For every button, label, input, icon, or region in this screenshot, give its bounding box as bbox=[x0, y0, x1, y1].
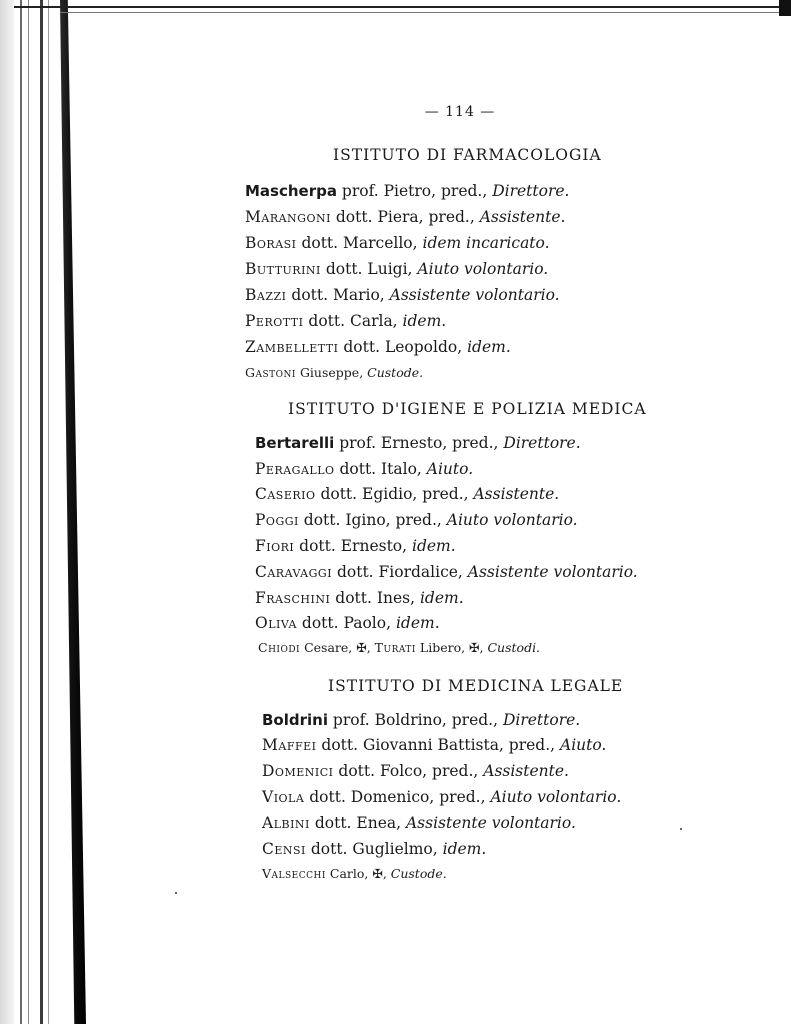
staff-entry bbox=[258, 640, 540, 655]
staff-details: dott. Leopoldo, bbox=[338, 338, 468, 356]
staff-details: dott. Egidio, pred., bbox=[315, 485, 474, 503]
staff-name: Fiori bbox=[255, 537, 295, 555]
staff-name: Butturini bbox=[245, 260, 321, 278]
staff-name: Viola bbox=[262, 788, 305, 806]
section-heading: ISTITUTO D'IGIENE E POLIZIA MEDICA bbox=[288, 400, 647, 418]
staff-entry bbox=[255, 511, 578, 529]
staff-name: Oliva bbox=[255, 614, 297, 632]
staff-name: Chiodi bbox=[258, 640, 301, 655]
staff-details: dott. Luigi, bbox=[320, 260, 418, 278]
staff-entry bbox=[255, 563, 638, 581]
page-corner bbox=[779, 0, 791, 16]
staff-entry bbox=[262, 736, 606, 754]
staff-role: Direttore. bbox=[503, 434, 581, 452]
staff-entry bbox=[245, 182, 569, 200]
staff-name: Peragallo bbox=[255, 460, 335, 478]
staff-name: Turati bbox=[374, 640, 416, 655]
staff-entry bbox=[262, 788, 621, 806]
staff-details: dott. Paolo, bbox=[297, 614, 396, 632]
scan-speck bbox=[175, 892, 177, 894]
staff-details: Carlo, ✠, bbox=[325, 866, 391, 881]
staff-role: idem. bbox=[467, 338, 511, 356]
staff-entry bbox=[255, 537, 456, 555]
staff-details: dott. Mario, bbox=[286, 286, 390, 304]
staff-role: Direttore. bbox=[492, 182, 570, 200]
staff-role: Aiuto. bbox=[426, 460, 474, 478]
staff-details: dott. Domenico, pred., bbox=[304, 788, 491, 806]
staff-name: Borasi bbox=[245, 234, 297, 252]
staff-entry bbox=[255, 589, 464, 607]
staff-name: Boldrini bbox=[262, 711, 328, 729]
staff-role: idem. bbox=[419, 589, 464, 607]
staff-details: Giuseppe, bbox=[295, 365, 368, 380]
staff-details: dott. Fiordalice, bbox=[332, 563, 468, 581]
staff-role: Custode. bbox=[390, 866, 447, 881]
staff-name: Valsecchi bbox=[262, 866, 326, 881]
staff-details: dott. Ines, bbox=[330, 589, 420, 607]
page-top-edge bbox=[14, 6, 791, 8]
staff-entry bbox=[245, 365, 423, 380]
staff-name: Bertarelli bbox=[255, 434, 335, 452]
staff-entry bbox=[245, 338, 511, 356]
page-number: — 114 — bbox=[424, 104, 496, 120]
staff-name: Domenici bbox=[262, 762, 334, 780]
staff-name: Albini bbox=[262, 814, 310, 832]
section-heading: ISTITUTO DI FARMACOLOGIA bbox=[333, 146, 602, 164]
staff-name: Caravaggi bbox=[255, 563, 333, 581]
staff-entry bbox=[255, 460, 473, 478]
staff-entry bbox=[262, 866, 447, 881]
staff-role: Assistente volontario. bbox=[389, 286, 560, 304]
staff-entry bbox=[262, 840, 486, 858]
staff-entry bbox=[255, 614, 440, 632]
staff-entry bbox=[245, 260, 548, 278]
staff-entry bbox=[245, 286, 560, 304]
section-heading: ISTITUTO DI MEDICINA LEGALE bbox=[328, 677, 624, 695]
staff-role: Aiuto volontario. bbox=[490, 788, 622, 806]
page-edge-line bbox=[20, 0, 22, 1024]
book-spine bbox=[60, 0, 86, 1024]
staff-details: prof. Boldrino, pred., bbox=[327, 711, 503, 729]
staff-name: Caserio bbox=[255, 485, 316, 503]
staff-name: Poggi bbox=[255, 511, 299, 529]
staff-name: Censi bbox=[262, 840, 306, 858]
staff-details: dott. Piera, pred., bbox=[330, 208, 480, 226]
staff-entry bbox=[262, 711, 580, 729]
staff-details: dott. Enea, bbox=[309, 814, 406, 832]
staff-entry bbox=[245, 208, 565, 226]
staff-details: prof. Ernesto, pred., bbox=[334, 434, 504, 452]
staff-entry bbox=[255, 434, 581, 452]
staff-role: idem. bbox=[395, 614, 440, 632]
staff-role: Assistente. bbox=[483, 762, 569, 780]
staff-details: Cesare, ✠, bbox=[300, 640, 375, 655]
staff-role: Custode. bbox=[367, 365, 424, 380]
staff-entry bbox=[262, 814, 576, 832]
staff-role: idem. bbox=[402, 312, 447, 330]
page-edge-line bbox=[40, 0, 43, 1024]
staff-details: dott. Guglielmo, bbox=[305, 840, 443, 858]
staff-details: dott. Igino, pred., bbox=[298, 511, 447, 529]
staff-name: Gastoni bbox=[245, 365, 296, 380]
staff-entry bbox=[245, 312, 446, 330]
staff-entry bbox=[245, 234, 550, 252]
staff-name: Marangoni bbox=[245, 208, 331, 226]
staff-role: Aiuto volontario. bbox=[446, 511, 578, 529]
scan-speck bbox=[680, 828, 682, 830]
staff-role: idem. bbox=[442, 840, 487, 858]
staff-role: Custodi. bbox=[487, 640, 541, 655]
staff-details: dott. Folco, pred., bbox=[333, 762, 484, 780]
staff-name: Bazzi bbox=[245, 286, 287, 304]
staff-role: Assistente. bbox=[473, 485, 560, 503]
staff-details: prof. Pietro, pred., bbox=[336, 182, 493, 200]
staff-details: dott. Ernesto, bbox=[294, 537, 412, 555]
staff-name: Zambelletti bbox=[245, 338, 339, 356]
staff-details: dott. Italo, bbox=[334, 460, 427, 478]
staff-role: Assistente. bbox=[479, 208, 566, 226]
staff-name: Maffei bbox=[262, 736, 317, 754]
staff-name: Mascherpa bbox=[245, 182, 337, 200]
staff-details: dott. Giovanni Battista, pred., bbox=[316, 736, 561, 754]
staff-role: Aiuto. bbox=[560, 736, 607, 754]
staff-details: Libero, ✠, bbox=[415, 640, 488, 655]
page-edge-shadow bbox=[0, 0, 14, 1024]
staff-entry bbox=[262, 762, 569, 780]
staff-name: Perotti bbox=[245, 312, 304, 330]
staff-entry bbox=[255, 485, 559, 503]
staff-name: Fraschini bbox=[255, 589, 331, 607]
staff-role: Assistente volontario. bbox=[405, 814, 576, 832]
staff-details: dott. Carla, bbox=[303, 312, 403, 330]
staff-role: Assistente volontario. bbox=[467, 563, 638, 581]
page-edge-line bbox=[28, 0, 29, 1024]
page-top-edge bbox=[60, 12, 791, 13]
staff-details: dott. Marcello, bbox=[296, 234, 423, 252]
staff-role: idem. bbox=[412, 537, 456, 555]
staff-role: Aiuto volontario. bbox=[417, 260, 549, 278]
page-edge-line bbox=[48, 0, 49, 1024]
staff-role: Direttore. bbox=[502, 711, 581, 729]
staff-role: idem incaricato. bbox=[422, 234, 550, 252]
